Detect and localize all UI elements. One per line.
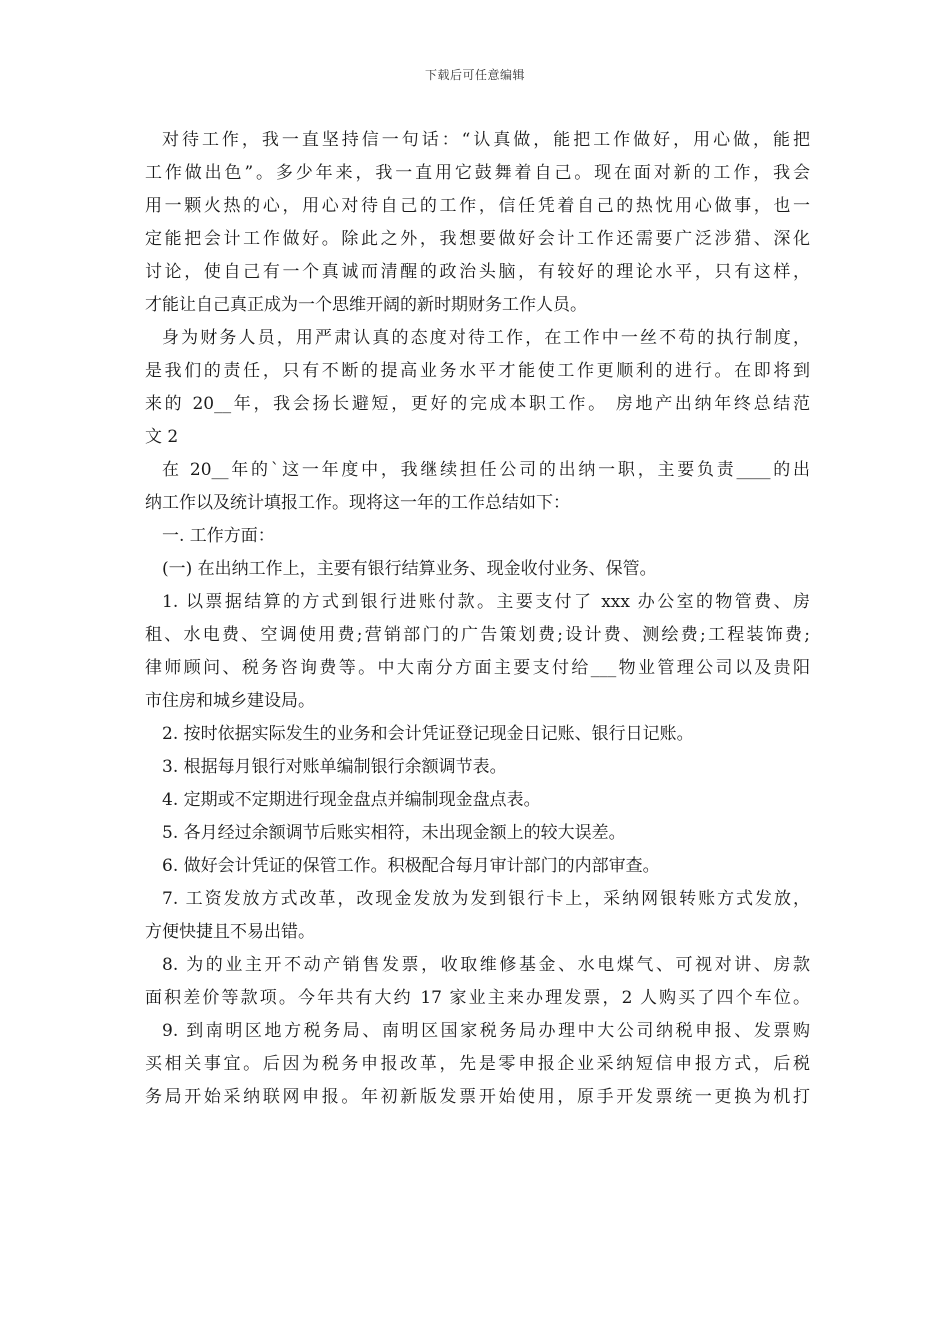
text-line: 方便快捷且不易出错。 <box>145 922 315 942</box>
text-line: 纳工作以及统计填报工作。现将这一年的工作总结如下： <box>145 493 570 513</box>
page-header: 下载后可任意编辑 <box>424 68 525 82</box>
text-line: 工作做出色”。多少年来，我一直用它鼓舞着自己。现在面对新的工作，我会 <box>145 163 810 183</box>
text-line: 是我们的责任，只有不断的提高业务水平才能使工作更顺利的进行。在即将到 <box>145 361 810 381</box>
text-line: 7. 工资发放方式改革，改现金发放为发到银行卡上，采纳网银转账方式发放， <box>162 889 810 909</box>
text-line: 买相关事宜。后因为税务申报改革，先是零申报企业采纳短信申报方式，后税 <box>145 1054 810 1074</box>
text-line: 9. 到南明区地方税务局、南明区国家税务局办理中大公司纳税申报、发票购 <box>162 1021 810 1041</box>
text-line: 5. 各月经过余额调节后账实相符，未出现金额上的较大误差。 <box>162 823 626 843</box>
text-line: 面积差价等款项。今年共有大约 17 家业主来办理发票，2 人购买了四个车位。 <box>145 988 810 1008</box>
text-line: 定能把会计工作做好。除此之外，我想要做好会计工作还需要广泛涉猎、深化 <box>145 229 810 249</box>
text-line: 在 20__年的`这一年度中，我继续担任公司的出纳一职，主要负责____的出 <box>162 460 810 480</box>
text-line: 一. 工作方面： <box>162 526 275 546</box>
text-line: 身为财务人员，用严肃认真的态度对待工作，在工作中一丝不苟的执行制度， <box>162 328 810 348</box>
text-line: 讨论，使自己有一个真诚而清醒的政治头脑，有较好的理论水平，只有这样， <box>145 262 810 282</box>
text-line: 4. 定期或不定期进行现金盘点并编制现金盘点表。 <box>162 790 541 810</box>
text-line: 市住房和城乡建设局。 <box>145 691 315 711</box>
text-line: 才能让自己真正成为一个思维开阔的新时期财务工作人员。 <box>145 295 587 315</box>
text-line: 务局开始采纳联网申报。年初新版发票开始使用，原手开发票统一更换为机打 <box>145 1087 810 1107</box>
document-body <box>145 124 810 1114</box>
text-line: 租、水电费、空调使用费;营销部门的广告策划费;设计费、测绘费;工程装饰费; <box>145 625 810 645</box>
text-line: 来的 20__年，我会扬长避短，更好的完成本职工作。 房地产出纳年终总结范 <box>145 394 810 414</box>
text-line: 对待工作，我一直坚持信一句话：“认真做，能把工作做好，用心做，能把 <box>162 130 810 150</box>
text-line: 2. 按时依据实际发生的业务和会计凭证登记现金日记账、银行日记账。 <box>162 724 694 744</box>
text-line: 3. 根据每月银行对账单编制银行余额调节表。 <box>162 757 507 777</box>
text-line: 6. 做好会计凭证的保管工作。积极配合每月审计部门的内部审查。 <box>162 856 660 876</box>
text-line: 律师顾问、税务咨询费等。中大南分方面主要支付给___物业管理公司以及贵阳 <box>145 658 810 678</box>
text-line: 文 2 <box>145 427 179 447</box>
text-line: 8. 为的业主开不动产销售发票，收取维修基金、水电煤气、可视对讲、房款 <box>162 955 810 975</box>
text-line: 1. 以票据结算的方式到银行进账付款。主要支付了 xxx 办公室的物管费、房 <box>162 592 810 612</box>
text-line: (一) 在出纳工作上，主要有银行结算业务、现金收付业务、保管。 <box>162 559 657 579</box>
text-line: 用一颗火热的心，用心对待自己的工作，信任凭着自己的热忱用心做事，也一 <box>145 196 810 216</box>
